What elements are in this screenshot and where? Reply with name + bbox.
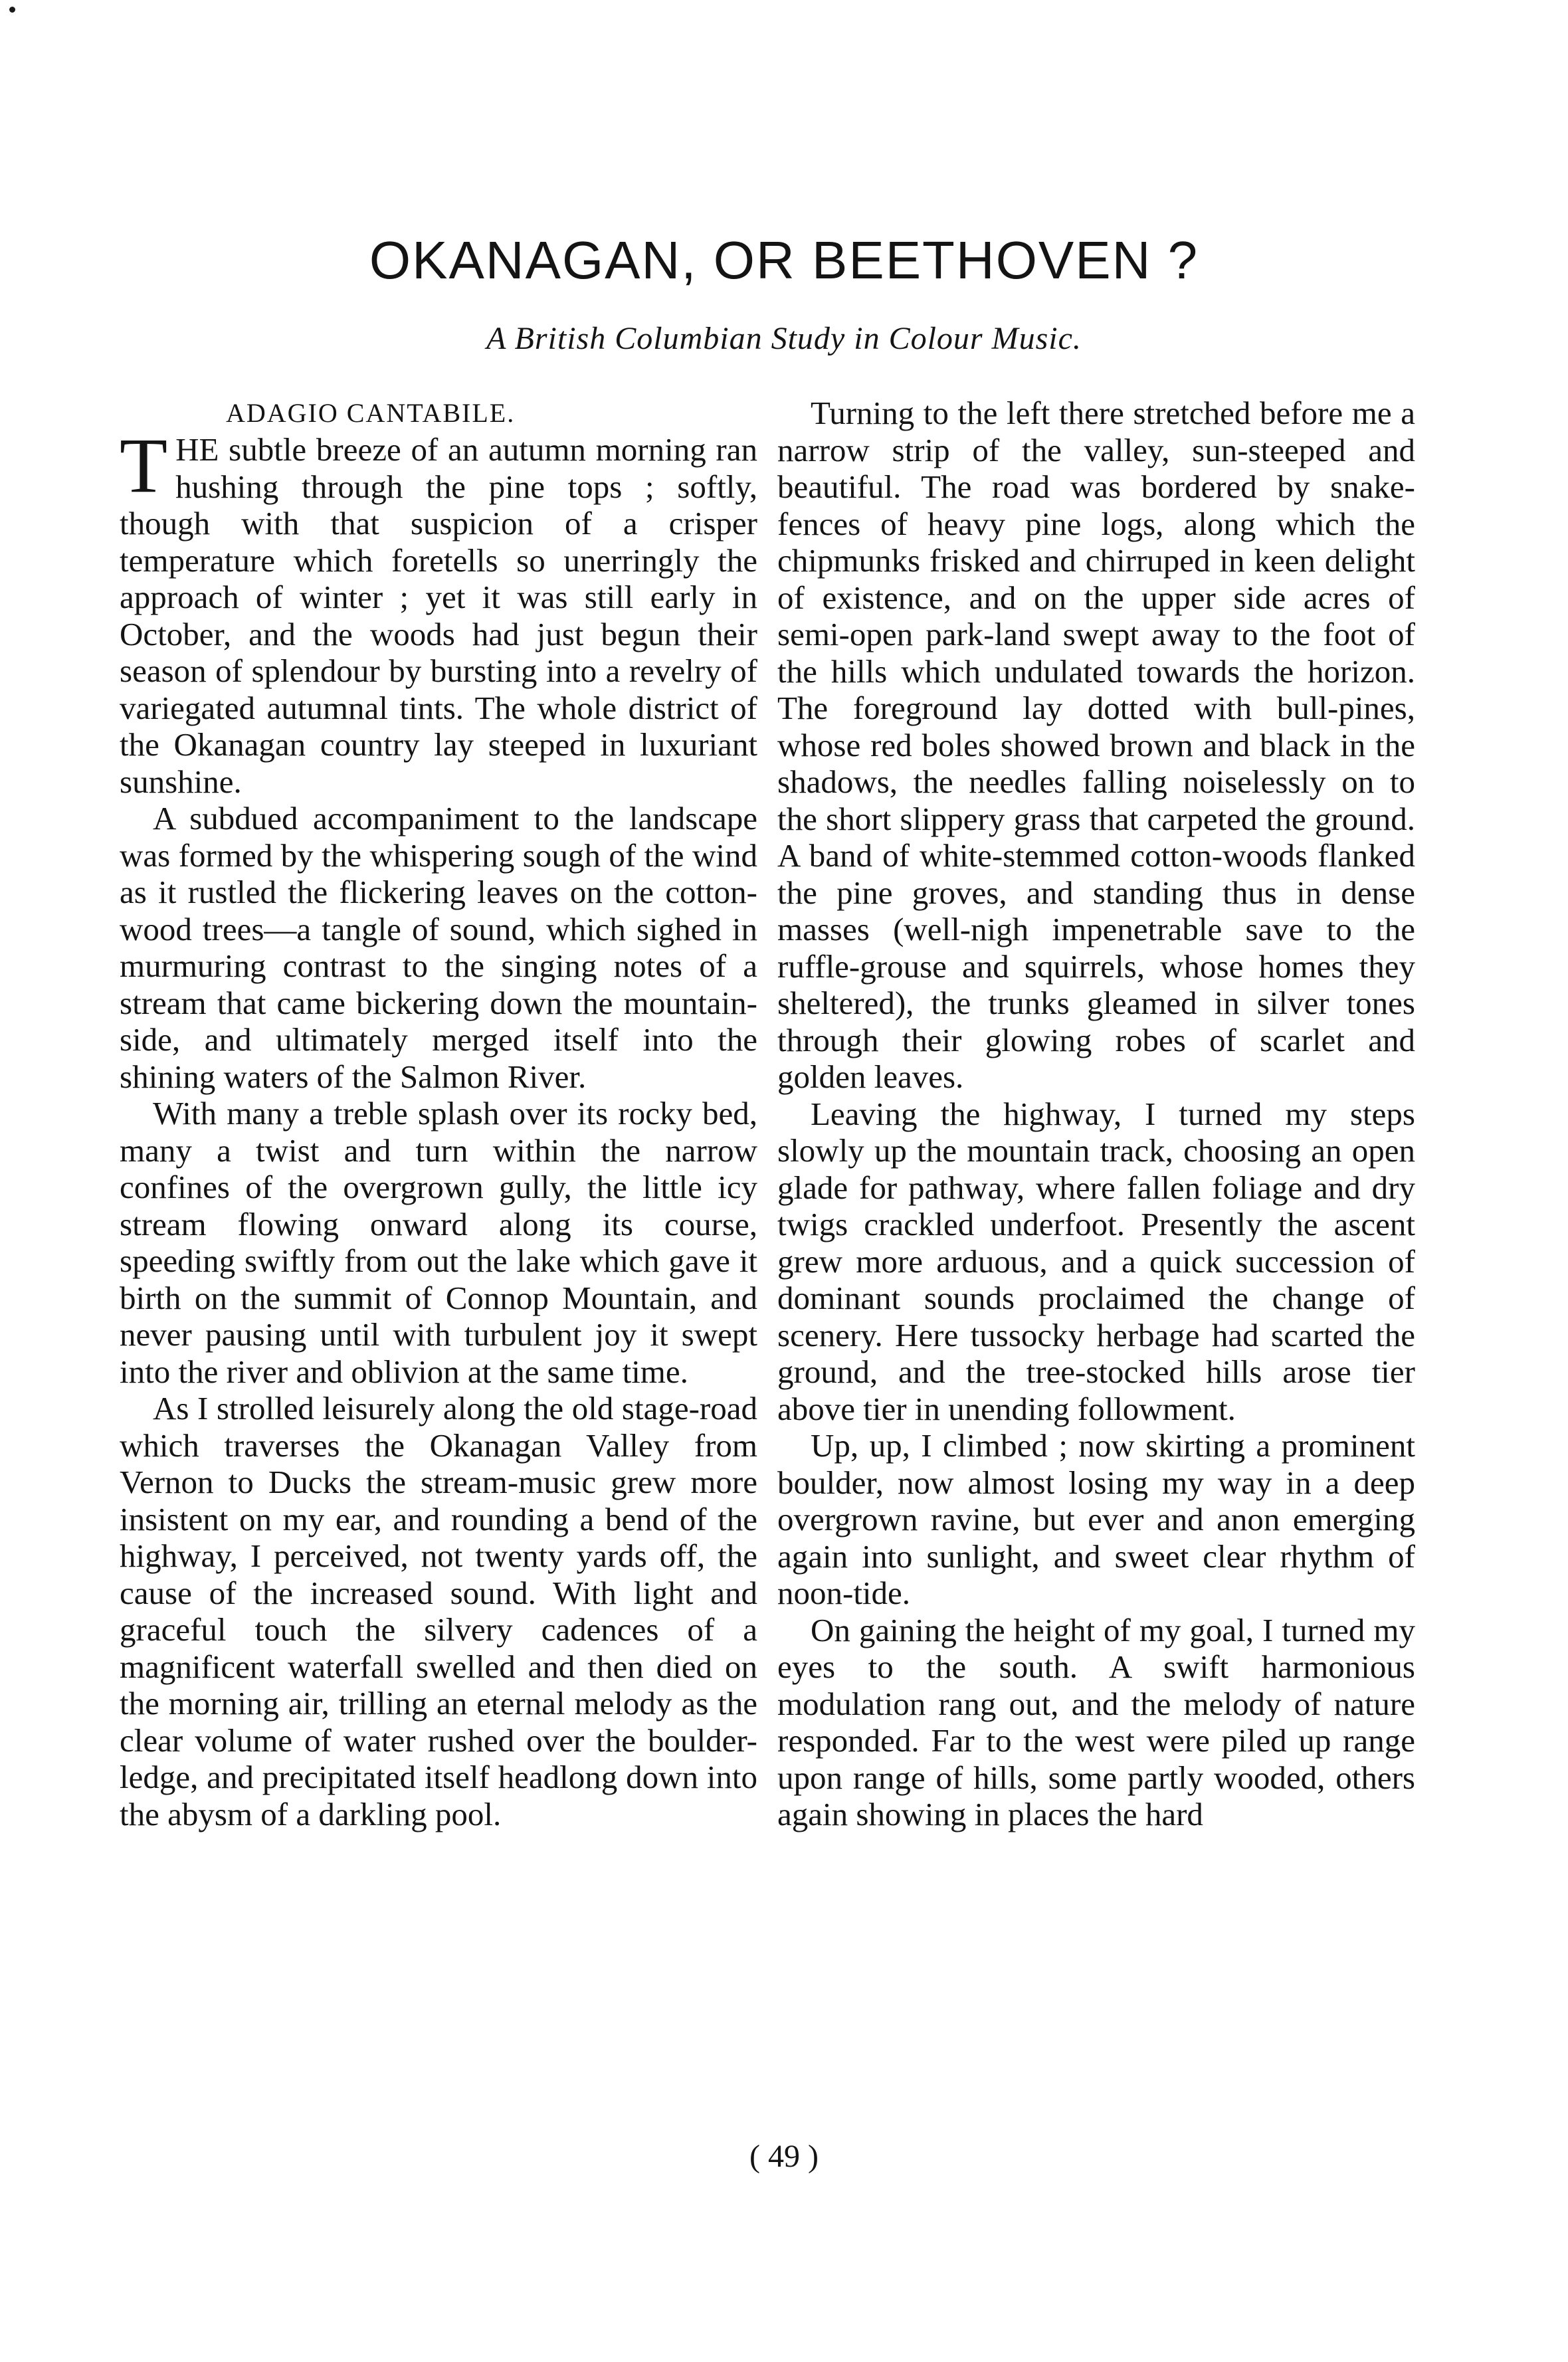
paragraph — [120, 422, 757, 800]
right-column — [777, 395, 1415, 1833]
paragraph: On gaining the height of my goal, I turned my eyes to the south. A swift harmonious modulation rang out, and the melody of nature responded. Far to the west were piled up range upon range of hills, some partly wooded, others again showing in places the hard — [777, 1611, 1415, 1832]
left-column — [120, 395, 757, 1832]
paragraph: Turning to the left there stretched before me a narrow strip of the valley, sun-steeped and beautiful. The road was bordered by snake-fences of heavy pine logs, along which the chipmunks frisked and chirruped in keen delight of existence, and on the upper side acres of semi-open park-land swept away to the foot of the hills which undulated towards the horizon. The foreground lay dotted with bull-pines, whose red boles showed brown and black in the shadows, the needles falling noiselessly on to the short slippery grass that carpeted the ground. A band of white-stemmed cotton-woods flanked the pine groves, and standing thus in dense masses (well-nigh impenetrable save to the ruffle-grouse and squirrels, whose homes they sheltered), the trunks gleamed in silver tones through their glowing robes of scarlet and golden leaves. — [777, 395, 1415, 1095]
paragraph: Leaving the highway, I turned my steps slowly up the mountain track, choosing an open glade for pathway, where fallen foliage and dry twigs crackled underfoot. Presently the ascent grew more arduous, and a quick succession of dominant sounds proclaimed the change of scenery. Here tussocky herbage had scarted the ground, and the tree-stocked hills arose tier above tier in unending followment. — [777, 1095, 1415, 1427]
drop-cap: T — [120, 422, 168, 509]
paragraph: Up, up, I climbed ; now skirting a prominent boulder, now almost losing my way in a deep overgrown ravine, but ever and anon emerging again into sunlight, and sweet clear rhythm of noon-tide. — [777, 1427, 1415, 1611]
print-speck — [9, 7, 15, 13]
paragraph-text: HE subtle breeze of an autumn morning ran hushing through the pine tops ; softly, though with that suspicion of a crisper temperature which foretells so unerringly the approach of winter ; yet it was still early in October, and the woods had just begun their season of splendour by bursting into a revelry of variegated autumnal tints. The whole district of the Okanagan country lay steeped in luxuriant sunshine. — [120, 431, 757, 800]
page-number: ( 49 ) — [749, 2139, 819, 2174]
article-subtitle: A British Columbian Study in Colour Music. — [486, 321, 1082, 356]
article-title: OKANAGAN, OR BEETHOVEN ? — [369, 231, 1199, 290]
paragraph: A subdued accompaniment to the landscape was formed by the whispering sough of the wind as it rustled the flickering leaves on the cotton-wood trees—a tangle of sound, which sighed in murmuring contrast to the singing notes of a stream that came bickering down the mountain-side, and ultimately merged itself into the shining waters of the Salmon River. — [120, 800, 757, 1095]
paragraph: With many a treble splash over its rocky bed, many a twist and turn within the narrow confines of the overgrown gully, the little icy stream flowing onward along its course, speeding swiftly from out the lake which gave it birth on the summit of Connop Mountain, and never pausing until with turbulent joy it swept into the river and oblivion at the same time. — [120, 1095, 757, 1390]
section-heading: ADAGIO CANTABILE. — [226, 398, 516, 428]
paragraph: As I strolled leisurely along the old stage-road which traverses the Okanagan Valley from Vernon to Ducks the stream-music grew more insistent on my ear, and rounding a bend of the highway, I perceived, not twenty yards off, the cause of the increased sound. With light and graceful touch the silvery cadences of a magnificent waterfall swelled and then died on the morning air, trilling an eternal melody as the clear volume of water rushed over the boulder-ledge, and precipitated itself headlong down into the abysm of a darkling pool. — [120, 1390, 757, 1832]
